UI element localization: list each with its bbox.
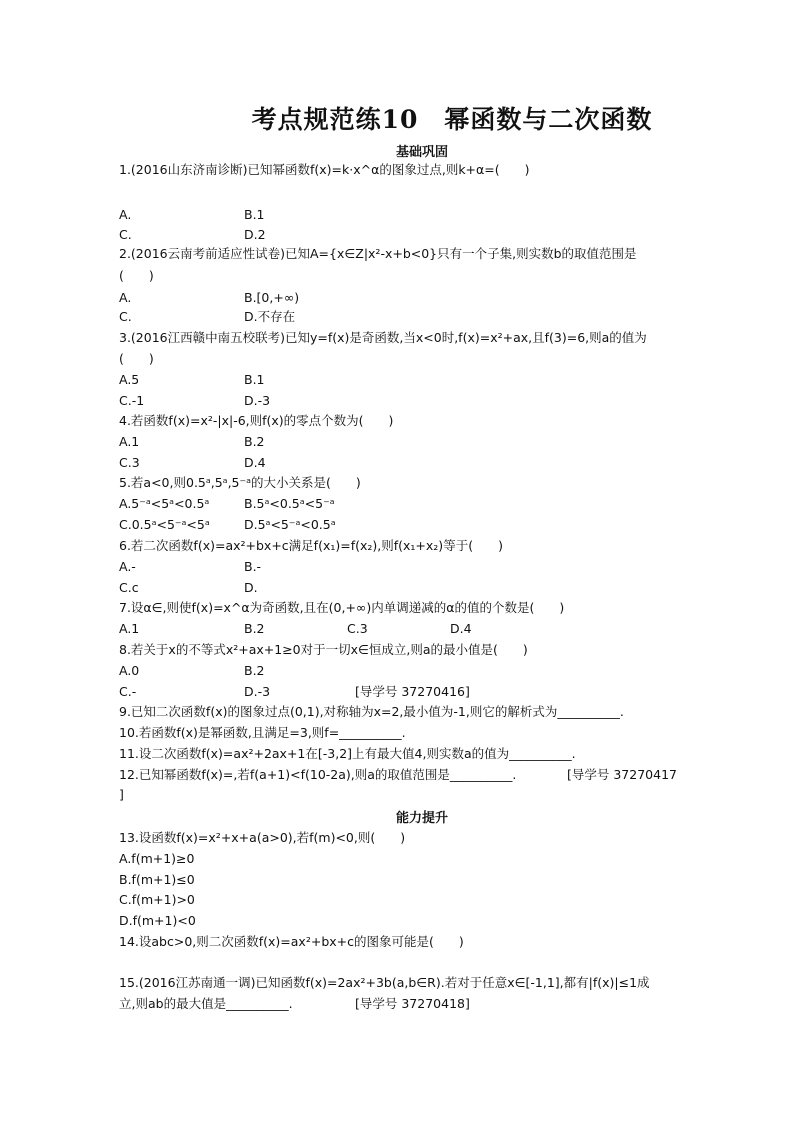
q6-option-c: C.c (119, 580, 139, 595)
q1-option-b: B.1 (244, 207, 265, 222)
q15-ref: [导学号 37270418] (355, 996, 470, 1011)
q2-option-c: C. (119, 309, 132, 324)
question-13: 13.设函数f(x)=x²+x+a(a>0),若f(m)<0,则( ) (119, 830, 406, 845)
question-4: 4.若函数f(x)=x²-|x|-6,则f(x)的零点个数为( ) (119, 413, 394, 428)
q2-option-a: A. (119, 290, 132, 305)
q12-ref: [导学号 37270417 (567, 767, 677, 782)
q8-option-a: A.0 (119, 663, 140, 678)
q7-option-b: B.2 (244, 621, 265, 636)
q8-option-b: B.2 (244, 663, 265, 678)
q2-option-d: D.不存在 (244, 309, 296, 324)
page-title: 考点规范练10 幂函数与二次函数 (251, 105, 653, 134)
section-advanced: 能力提升 (395, 811, 448, 826)
q1-option-a: A. (119, 207, 132, 222)
question-15: 15.(2016江苏南通一调)已知函数f(x)=2ax²+3b(a,b∈R).若对于任意x∈[-1,1],都有|f(x)|≤1成 (119, 975, 650, 990)
q5-option-d: D.5ᵃ<5⁻ᵃ<0.5ᵃ (244, 517, 336, 532)
question-3: 3.(2016江西赣中南五校联考)已知y=f(x)是奇函数,当x<0时,f(x)=x²+ax,且f(3)=6,则a的值为 (119, 330, 647, 345)
q13-option-a: A.f(m+1)≥0 (119, 851, 195, 866)
question-6: 6.若二次函数f(x)=ax²+bx+c满足f(x₁)=f(x₂),则f(x₁+x₂)等于( ) (119, 538, 503, 553)
question-7: 7.设α∈,则使f(x)=x^α为奇函数,且在(0,+∞)内单调递减的α的值的个数是( ) (119, 600, 565, 615)
q2-option-b: B.[0,+∞) (244, 290, 300, 305)
q13-option-d: D.f(m+1)<0 (119, 913, 196, 928)
q4-option-c: C.3 (119, 455, 140, 470)
question-8: 8.若关于x的不等式x²+ax+1≥0对于一切x∈恒成立,则a的最小值是( ) (119, 642, 528, 657)
q6-option-b: B.- (244, 559, 262, 574)
q8-option-c: C.- (119, 684, 137, 699)
question-9: 9.已知二次函数f(x)的图象过点(0,1),对称轴为x=2,最小值为-1,则它的解析式为__________. (119, 704, 624, 719)
q13-option-c: C.f(m+1)>0 (119, 892, 195, 907)
question-1: 1.(2016山东济南诊断)已知幂函数f(x)=k·x^α的图象过点,则k+α=( ) (119, 162, 530, 177)
q8-ref: [导学号 37270416] (355, 684, 470, 699)
q5-option-b: B.5ᵃ<0.5ᵃ<5⁻ᵃ (244, 496, 335, 511)
q7-option-c: C.3 (347, 621, 368, 636)
q5-option-a: A.5⁻ᵃ<5ᵃ<0.5ᵃ (119, 496, 210, 511)
question-12: 12.已知幂函数f(x)=,若f(a+1)<f(10-2a),则a的取值范围是__________. (119, 767, 517, 782)
q2-paren: ( ) (119, 268, 154, 283)
q5-option-c: C.0.5ᵃ<5⁻ᵃ<5ᵃ (119, 517, 210, 532)
q6-option-d: D. (244, 580, 258, 595)
q3-paren: ( ) (119, 351, 154, 366)
question-14: 14.设abc>0,则二次函数f(x)=ax²+bx+c的图象可能是( ) (119, 934, 464, 949)
q3-option-d: D.-3 (244, 393, 271, 408)
question-10: 10.若函数f(x)是幂函数,且满足=3,则f=__________. (119, 725, 406, 740)
q6-option-a: A.- (119, 559, 136, 574)
q1-option-c: C. (119, 227, 132, 242)
q3-option-c: C.-1 (119, 393, 145, 408)
question-2: 2.(2016云南考前适应性试卷)已知A={x∈Z|x²-x+b<0}只有一个子集,则实数b的取值范围是 (119, 246, 637, 261)
section-basic: 基础巩固 (395, 145, 448, 160)
q4-option-a: A.1 (119, 434, 140, 449)
question-15-cont: 立,则ab的最大值是__________. (119, 996, 293, 1011)
q13-option-b: B.f(m+1)≤0 (119, 872, 195, 887)
q7-option-d: D.4 (450, 621, 472, 636)
question-11: 11.设二次函数f(x)=ax²+2ax+1在[-3,2]上有最大值4,则实数a的值为__________. (119, 746, 576, 761)
q4-option-b: B.2 (244, 434, 265, 449)
question-5: 5.若a<0,则0.5ᵃ,5ᵃ,5⁻ᵃ的大小关系是( ) (119, 475, 361, 490)
q3-option-a: A.5 (119, 372, 140, 387)
q7-option-a: A.1 (119, 621, 140, 636)
q8-option-d: D.-3 (244, 684, 271, 699)
q3-option-b: B.1 (244, 372, 265, 387)
q1-option-d: D.2 (244, 227, 266, 242)
q12-ref-end: ] (119, 787, 124, 802)
q4-option-d: D.4 (244, 455, 266, 470)
